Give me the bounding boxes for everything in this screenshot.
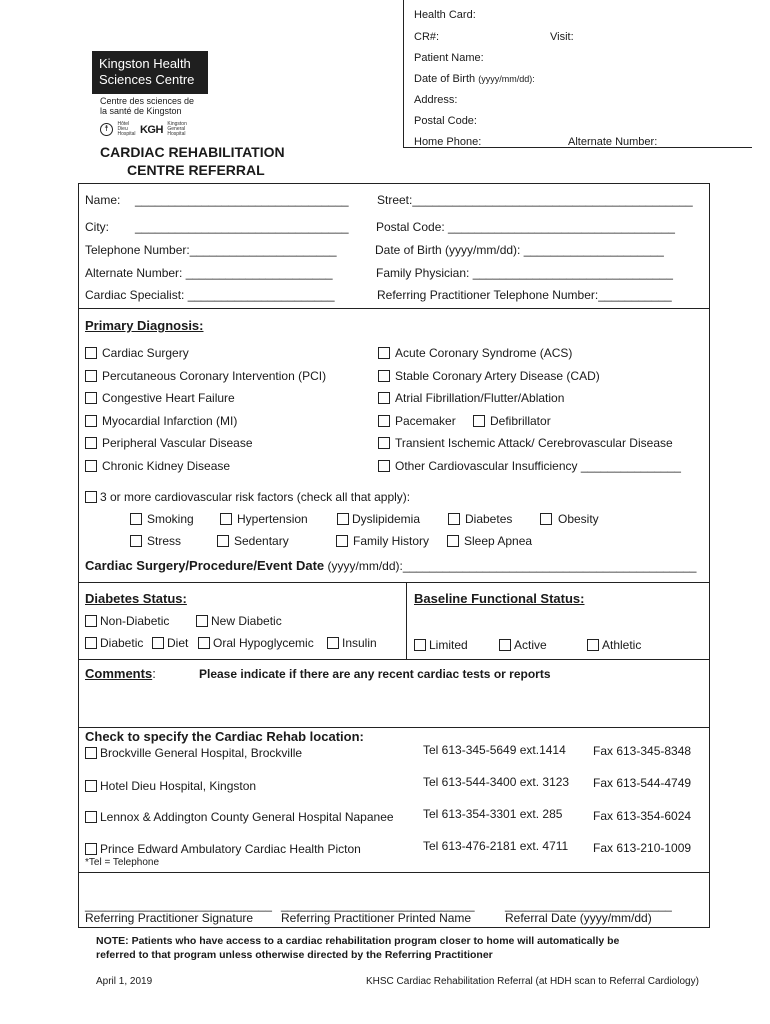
checkbox[interactable] <box>85 843 97 855</box>
kgh-logo: KGH <box>139 123 163 136</box>
risk-label: Smoking <box>147 512 194 526</box>
risk-diabetes[interactable] <box>448 512 512 526</box>
kgh-mini-logo: Kingston General Hospital <box>167 121 187 138</box>
diabetes-diet[interactable] <box>152 636 188 650</box>
logo-french-1: Centre des sciences de <box>100 96 195 106</box>
postal-code-label: Postal Code: <box>414 115 477 127</box>
checkbox[interactable] <box>414 639 426 651</box>
comments-colon: : <box>152 666 156 681</box>
city-field[interactable]: City: <box>85 220 109 234</box>
dx-mi[interactable] <box>85 414 237 428</box>
header-left-rule <box>403 0 404 148</box>
comments-note: Please indicate if there are any recent cardiac tests or reports <box>199 667 551 681</box>
dx-pci[interactable] <box>85 369 326 383</box>
checkbox[interactable] <box>85 415 97 427</box>
dx-acs[interactable] <box>378 346 572 360</box>
event-date-label: Cardiac Surgery/Procedure/Event Date <box>85 558 325 573</box>
dx-label: Peripheral Vascular Disease <box>102 436 253 450</box>
logo-line-1: Kingston Health <box>99 56 191 71</box>
comments-text: Comments <box>85 666 153 681</box>
section-divider <box>78 727 710 728</box>
postal-code-field[interactable]: Postal Code: __________________________________ <box>376 220 675 234</box>
location-fax: Fax 613-354-6024 <box>593 809 692 823</box>
diabetes-insulin[interactable] <box>327 636 377 650</box>
checkbox[interactable] <box>196 615 208 627</box>
hdh-mini-logo: Hôtel Dieu Hospital <box>117 121 136 138</box>
dx-tia[interactable] <box>378 436 673 450</box>
section-divider <box>78 582 710 583</box>
location-picton[interactable] <box>85 842 361 856</box>
cardiac-specialist-field[interactable]: Cardiac Specialist: ______________________ <box>85 288 335 302</box>
dx-label: Percutaneous Coronary Intervention (PCI) <box>102 369 327 383</box>
city-blank[interactable]: ________________________________ <box>135 220 349 234</box>
signature-label: Referring Practitioner Signature <box>85 911 254 925</box>
tel-note: *Tel = Telephone <box>85 857 160 868</box>
checkbox[interactable] <box>85 747 97 759</box>
diabetes-new-diabetic[interactable] <box>196 614 282 628</box>
form-title-line-2: CENTRE REFERRAL <box>127 162 265 178</box>
dob-label <box>414 73 535 85</box>
footer-doc-name: KHSC Cardiac Rehabilitation Referral (at HDH scan to Referral Cardiology) <box>366 976 699 987</box>
location-name: Hotel Dieu Hospital, Kingston <box>100 779 257 793</box>
dx-label: Stable Coronary Artery Disease (CAD) <box>395 369 600 383</box>
dx-label: Congestive Heart Failure <box>102 391 235 405</box>
primary-diagnosis-heading: Primary Diagnosis: <box>85 318 204 333</box>
referral-date-label: Referral Date (yyyy/mm/dd) <box>505 911 652 925</box>
dx-other[interactable] <box>378 459 681 473</box>
alternate-number-field[interactable]: Alternate Number: ______________________ <box>85 266 333 280</box>
checkbox[interactable] <box>378 415 390 427</box>
checkbox[interactable] <box>152 637 164 649</box>
logo-french-2: la santé de Kingston <box>100 106 182 116</box>
section-divider <box>78 308 710 309</box>
diabetes-non-diabetic[interactable] <box>85 614 169 628</box>
checkbox[interactable] <box>85 811 97 823</box>
risk-factors-header[interactable] <box>85 490 410 504</box>
option-label: Athletic <box>602 638 642 652</box>
risk-dyslipidemia[interactable] <box>337 512 420 526</box>
note-line-2: referred to that program unless otherwise directed by the Referring Practitioner <box>96 949 493 961</box>
location-brockville[interactable] <box>85 746 302 760</box>
location-tel: Tel 613-345-5649 ext.1414 <box>423 743 566 757</box>
functional-active[interactable] <box>499 638 547 652</box>
checkbox[interactable] <box>378 460 390 472</box>
checkbox[interactable] <box>540 513 552 525</box>
note-line-1: NOTE: Patients who have access to a cardiac rehabilitation program closer to home will automatically be <box>96 935 620 947</box>
dx-label: Cardiac Surgery <box>102 346 189 360</box>
checkbox[interactable] <box>85 491 97 503</box>
column-divider <box>406 582 407 659</box>
hotel-dieu-icon: ☨ <box>100 123 113 136</box>
event-date-hint: (yyyy/mm/dd):____________________________________________ <box>327 559 697 573</box>
dx-label: Other Cardiovascular Insufficiency _______________ <box>395 459 681 473</box>
partner-logos <box>100 121 187 139</box>
risk-family-history[interactable] <box>336 534 429 548</box>
printed-name-label: Referring Practitioner Printed Name <box>281 911 472 925</box>
risk-hypertension[interactable] <box>220 512 308 526</box>
checkbox[interactable] <box>85 392 97 404</box>
risk-smoking[interactable] <box>130 512 194 526</box>
location-name: Lennox & Addington County General Hospital Napanee <box>100 810 394 824</box>
dx-afib[interactable] <box>378 391 564 405</box>
functional-athletic[interactable] <box>587 638 641 652</box>
dx-label: Myocardial Infarction (MI) <box>102 414 238 428</box>
home-phone-label: Home Phone: <box>414 136 482 148</box>
dob-field[interactable]: Date of Birth (yyyy/mm/dd): _____________________ <box>375 243 664 257</box>
location-tel: Tel 613-544-3400 ext. 3123 <box>423 775 570 789</box>
checkbox[interactable] <box>327 637 339 649</box>
referral-date-line[interactable]: _________________________ <box>505 898 672 912</box>
option-label: Non-Diabetic <box>100 614 170 628</box>
name-label: Name: <box>85 193 121 207</box>
referring-phone-field[interactable]: Referring Practitioner Telephone Number:___________ <box>377 288 672 302</box>
dob-hint: (yyyy/mm/dd): <box>478 74 535 84</box>
checkbox[interactable] <box>378 437 390 449</box>
checkbox[interactable] <box>448 513 460 525</box>
diabetes-diabetic[interactable] <box>85 636 143 650</box>
risk-label: Sleep Apnea <box>464 534 533 548</box>
risk-label: Hypertension <box>237 512 308 526</box>
checkbox[interactable] <box>85 780 97 792</box>
cr-label: CR#: <box>414 31 440 43</box>
checkbox[interactable] <box>217 535 229 547</box>
health-card-label: Health Card: <box>414 9 476 21</box>
checkbox[interactable] <box>473 415 485 427</box>
risk-label: Diabetes <box>465 512 513 526</box>
checkbox[interactable] <box>499 639 511 651</box>
checkbox[interactable] <box>85 615 97 627</box>
option-label: Active <box>514 638 547 652</box>
checkbox[interactable] <box>220 513 232 525</box>
risk-obesity[interactable] <box>540 512 599 526</box>
risk-label: Dyslipidemia <box>352 512 421 526</box>
option-label: Diet <box>167 636 189 650</box>
signature-line[interactable]: ____________________________ <box>85 898 272 912</box>
checkbox[interactable] <box>85 347 97 359</box>
alternate-number-label: Alternate Number: <box>568 136 658 148</box>
name-blank[interactable]: ________________________________ <box>135 193 349 207</box>
form-title-line-1: CARDIAC REHABILITATION <box>100 144 285 160</box>
printed-name-line[interactable]: _____________________________ <box>281 898 475 912</box>
checkbox[interactable] <box>378 347 390 359</box>
location-fax: Fax 613-345-8348 <box>593 744 692 758</box>
checkbox[interactable] <box>130 535 142 547</box>
dx-label: Transient Ischemic Attack/ Cerebrovascular Disease <box>395 436 673 450</box>
checkbox[interactable] <box>85 460 97 472</box>
dx-cad[interactable] <box>378 369 600 383</box>
location-name: Brockville General Hospital, Brockville <box>100 746 303 760</box>
dx-defibrillator[interactable] <box>473 414 551 428</box>
option-label: Diabetic <box>100 636 144 650</box>
checkbox[interactable] <box>130 513 142 525</box>
checkbox[interactable] <box>337 513 349 525</box>
logo-line-2: Sciences Centre <box>99 72 195 87</box>
functional-limited[interactable] <box>414 638 468 652</box>
location-tel: Tel 613-476-2181 ext. 4711 <box>423 839 569 853</box>
checkbox[interactable] <box>198 637 210 649</box>
location-heading: Check to specify the Cardiac Rehab location: <box>85 729 364 744</box>
comments-area[interactable] <box>80 688 708 726</box>
checkbox[interactable] <box>378 392 390 404</box>
dx-pacemaker[interactable] <box>378 414 456 428</box>
comments-label <box>85 666 156 681</box>
section-divider <box>78 872 710 873</box>
address-label: Address: <box>414 94 458 106</box>
checkbox[interactable] <box>447 535 459 547</box>
risk-header-label: 3 or more cardiovascular risk factors (check all that apply): <box>100 490 411 504</box>
risk-sedentary[interactable] <box>217 534 289 548</box>
location-tel: Tel 613-354-3301 ext. 285 <box>423 807 563 821</box>
street-field[interactable]: Street:__________________________________________ <box>377 193 693 207</box>
risk-stress[interactable] <box>130 534 181 548</box>
footer-date: April 1, 2019 <box>96 976 153 987</box>
risk-label: Family History <box>353 534 430 548</box>
functional-status-heading: Baseline Functional Status: <box>414 591 585 606</box>
dx-label: Defibrillator <box>490 414 551 428</box>
dx-cardiac-surgery[interactable] <box>85 346 189 360</box>
dx-label: Acute Coronary Syndrome (ACS) <box>395 346 573 360</box>
checkbox[interactable] <box>85 637 97 649</box>
event-date-field[interactable] <box>85 558 696 573</box>
location-name: Prince Edward Ambulatory Cardiac Health Picton <box>100 842 361 856</box>
risk-label: Obesity <box>558 512 599 526</box>
telephone-field[interactable]: Telephone Number:______________________ <box>85 243 337 257</box>
option-label: Insulin <box>342 636 377 650</box>
khsc-logo <box>92 51 208 94</box>
option-label: Oral Hypoglycemic <box>213 636 314 650</box>
dx-label: Atrial Fibrillation/Flutter/Ablation <box>395 391 565 405</box>
location-fax: Fax 613-544-4749 <box>593 776 692 790</box>
risk-sleep-apnea[interactable] <box>447 534 532 548</box>
checkbox[interactable] <box>85 370 97 382</box>
risk-label: Stress <box>147 534 182 548</box>
checkbox[interactable] <box>336 535 348 547</box>
dx-label: Chronic Kidney Disease <box>102 459 231 473</box>
risk-label: Sedentary <box>234 534 289 548</box>
patient-name-label: Patient Name: <box>414 52 484 64</box>
dob-label-text: Date of Birth <box>414 73 476 85</box>
location-fax: Fax 613-210-1009 <box>593 841 692 855</box>
visit-label: Visit: <box>550 31 574 43</box>
location-hotel-dieu[interactable] <box>85 779 256 793</box>
diabetes-status-heading: Diabetes Status: <box>85 591 187 606</box>
family-physician-field[interactable]: Family Physician: ______________________________ <box>376 266 673 280</box>
location-napanee[interactable] <box>85 810 394 824</box>
dx-chf[interactable] <box>85 391 235 405</box>
dx-label: Pacemaker <box>395 414 456 428</box>
checkbox[interactable] <box>378 370 390 382</box>
dx-pvd[interactable] <box>85 436 253 450</box>
dx-ckd[interactable] <box>85 459 230 473</box>
option-label: Limited <box>429 638 468 652</box>
checkbox[interactable] <box>587 639 599 651</box>
diabetes-oral[interactable] <box>198 636 314 650</box>
name-field[interactable] <box>85 193 120 207</box>
option-label: New Diabetic <box>211 614 282 628</box>
checkbox[interactable] <box>85 437 97 449</box>
section-divider <box>78 659 710 660</box>
